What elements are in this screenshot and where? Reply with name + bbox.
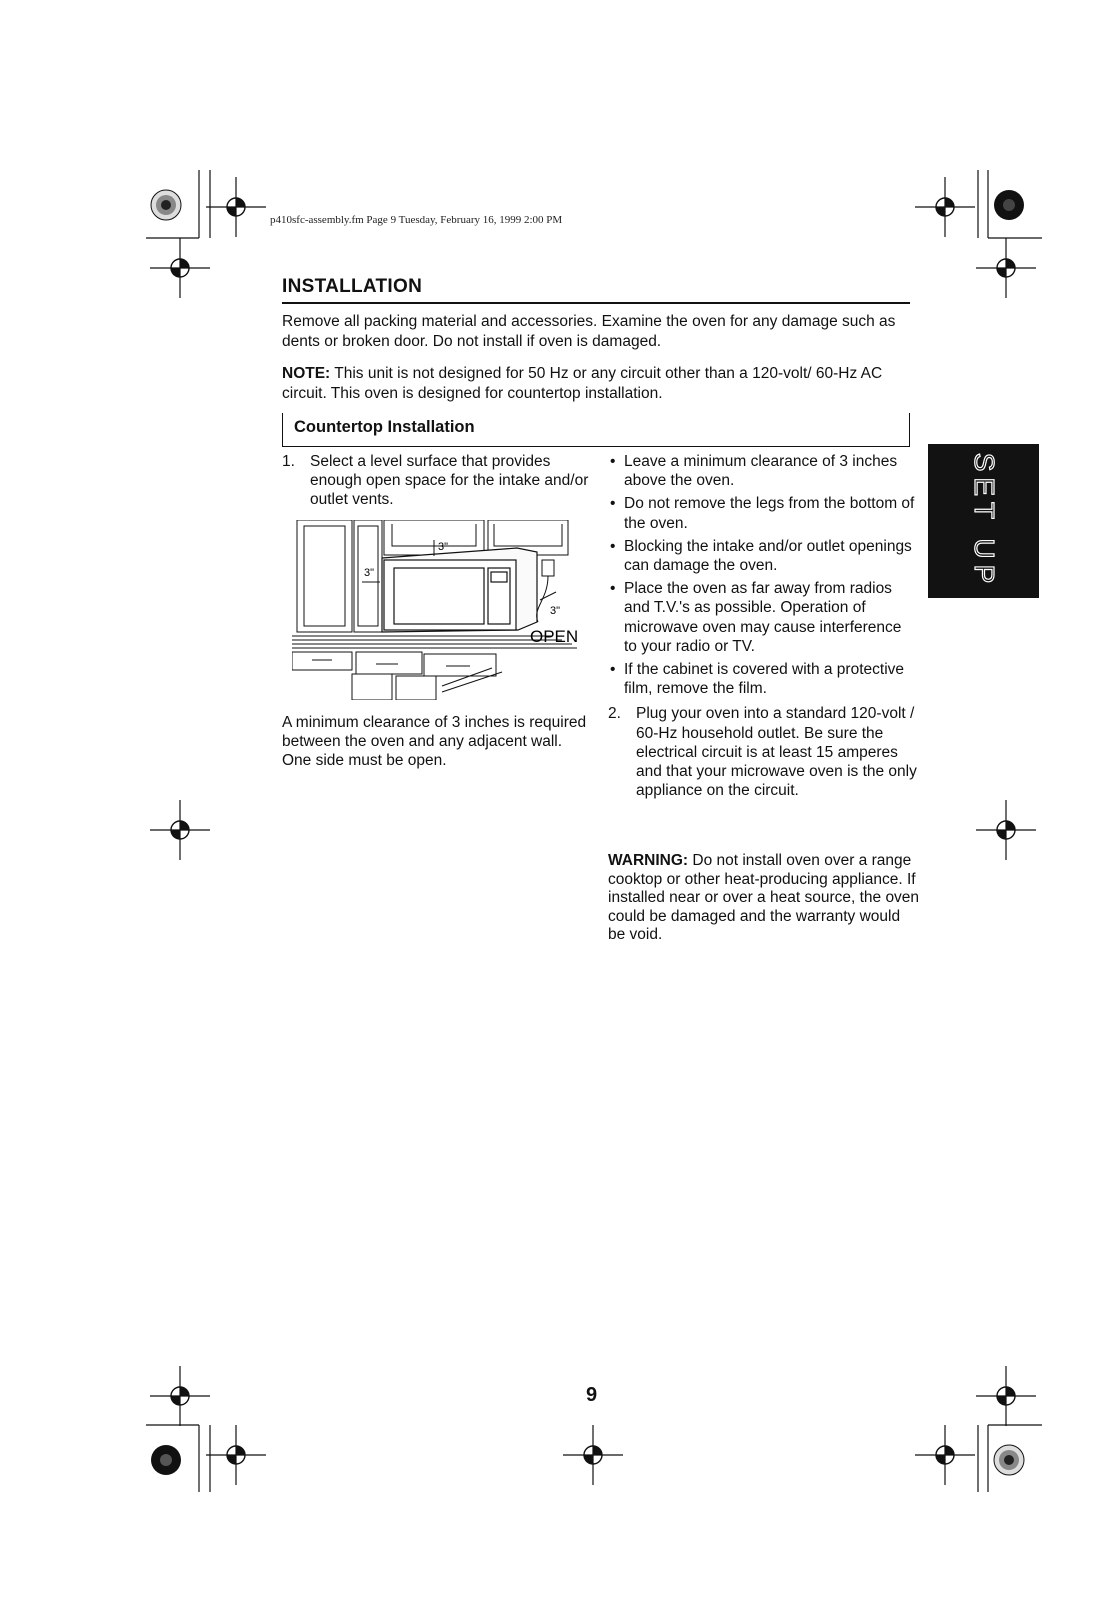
step-1-number: 1.: [282, 453, 295, 470]
crosshair-registration-icon: [976, 1366, 1036, 1426]
warning-label: WARNING:: [608, 852, 689, 869]
intro-paragraph: Remove all packing material and accessories. Examine the oven for any damage such as dents or broken door. Do not install if oven is damaged.: [282, 313, 896, 350]
left-column: [282, 452, 592, 514]
bullet-item: [608, 537, 918, 575]
right-column: [608, 452, 918, 804]
step-1-text: Select a level surface that provides enough open space for the intake and/or outlet vents.: [310, 453, 589, 509]
step-2-text: Plug your oven into a standard 120-volt / 60-Hz household outlet. Be sure the electrical circuit is at least 15 amperes and that your microwave oven is the only appliance on the circuit.: [636, 705, 917, 800]
crosshair-registration-icon: [206, 1425, 266, 1485]
top-gap-label: 3": [438, 541, 449, 553]
figure-caption: A minimum clearance of 3 inches is required between the oven and any adjacent wall. One side must be open.: [282, 714, 587, 770]
bullet-item: [608, 660, 918, 698]
page-number: 9: [586, 1384, 598, 1406]
bullet-item: [608, 494, 918, 532]
bullet-text: Do not remove the legs from the bottom of the oven.: [624, 495, 915, 532]
crosshair-registration-icon: [150, 1366, 210, 1426]
crosshair-registration-icon: [150, 238, 210, 298]
bullet-text: Leave a minimum clearance of 3 inches above the oven.: [624, 453, 898, 490]
crosshair-registration-icon: [976, 800, 1036, 860]
bullet-icon: •: [610, 495, 616, 513]
warning-paragraph: [608, 852, 920, 945]
color-target-icon: [994, 190, 1024, 220]
set-up-side-tab: [928, 444, 1039, 598]
crosshair-registration-icon: [915, 177, 975, 237]
subsection-title: Countertop Installation: [294, 418, 475, 436]
installation-illustration: [292, 520, 592, 700]
warning-text: Do not install oven over a range cooktop or other heat-producing appliance. If installed near or over a heat source, the oven could be damaged and the warranty would be void.: [608, 852, 920, 944]
bullet-item: [608, 452, 918, 490]
note-label: NOTE:: [282, 365, 331, 382]
crosshair-registration-icon: [976, 238, 1036, 298]
crosshair-registration-icon: [150, 800, 210, 860]
bullet-text: If the cabinet is covered with a protective film, remove the film.: [624, 661, 905, 698]
bullet-icon: •: [610, 453, 616, 470]
bullet-icon: •: [610, 537, 616, 555]
bullet-item: [608, 579, 918, 656]
bullet-icon: •: [610, 580, 616, 598]
step-1: [282, 452, 592, 510]
right-gap-label: 3": [550, 605, 561, 617]
bullet-icon: •: [610, 661, 616, 679]
file-info-header: p410sfc-assembly.fm Page 9 Tuesday, February 16, 1999 2:00 PM: [270, 214, 563, 226]
crosshair-registration-icon: [915, 1425, 975, 1485]
bullet-text: Place the oven as far away from radios and T.V.'s as possible. Operation of microwave oven may cause interference to your radio or TV.: [624, 580, 902, 655]
title-rule: [282, 302, 910, 304]
side-gap-label: 3": [364, 567, 375, 579]
oven-drawing: [382, 548, 537, 632]
bullet-text: Blocking the intake and/or outlet openings can damage the oven.: [624, 537, 912, 575]
color-target-icon: [151, 1445, 181, 1475]
step-2: [608, 704, 918, 800]
side-tab-label: SET UP: [968, 452, 1000, 590]
note-text: This unit is not designed for 50 Hz or any circuit other than a 120-volt/ 60-Hz AC circuit. This oven is designed for countertop installation.: [282, 365, 883, 402]
open-label: OPEN: [530, 627, 579, 646]
color-target-icon: [151, 190, 181, 220]
crosshair-registration-icon: [563, 1425, 623, 1485]
color-target-icon: [994, 1445, 1024, 1475]
step-2-number: 2.: [608, 705, 621, 723]
crosshair-registration-icon: [206, 177, 266, 237]
note-paragraph: [282, 364, 912, 404]
section-title: INSTALLATION: [282, 276, 423, 297]
